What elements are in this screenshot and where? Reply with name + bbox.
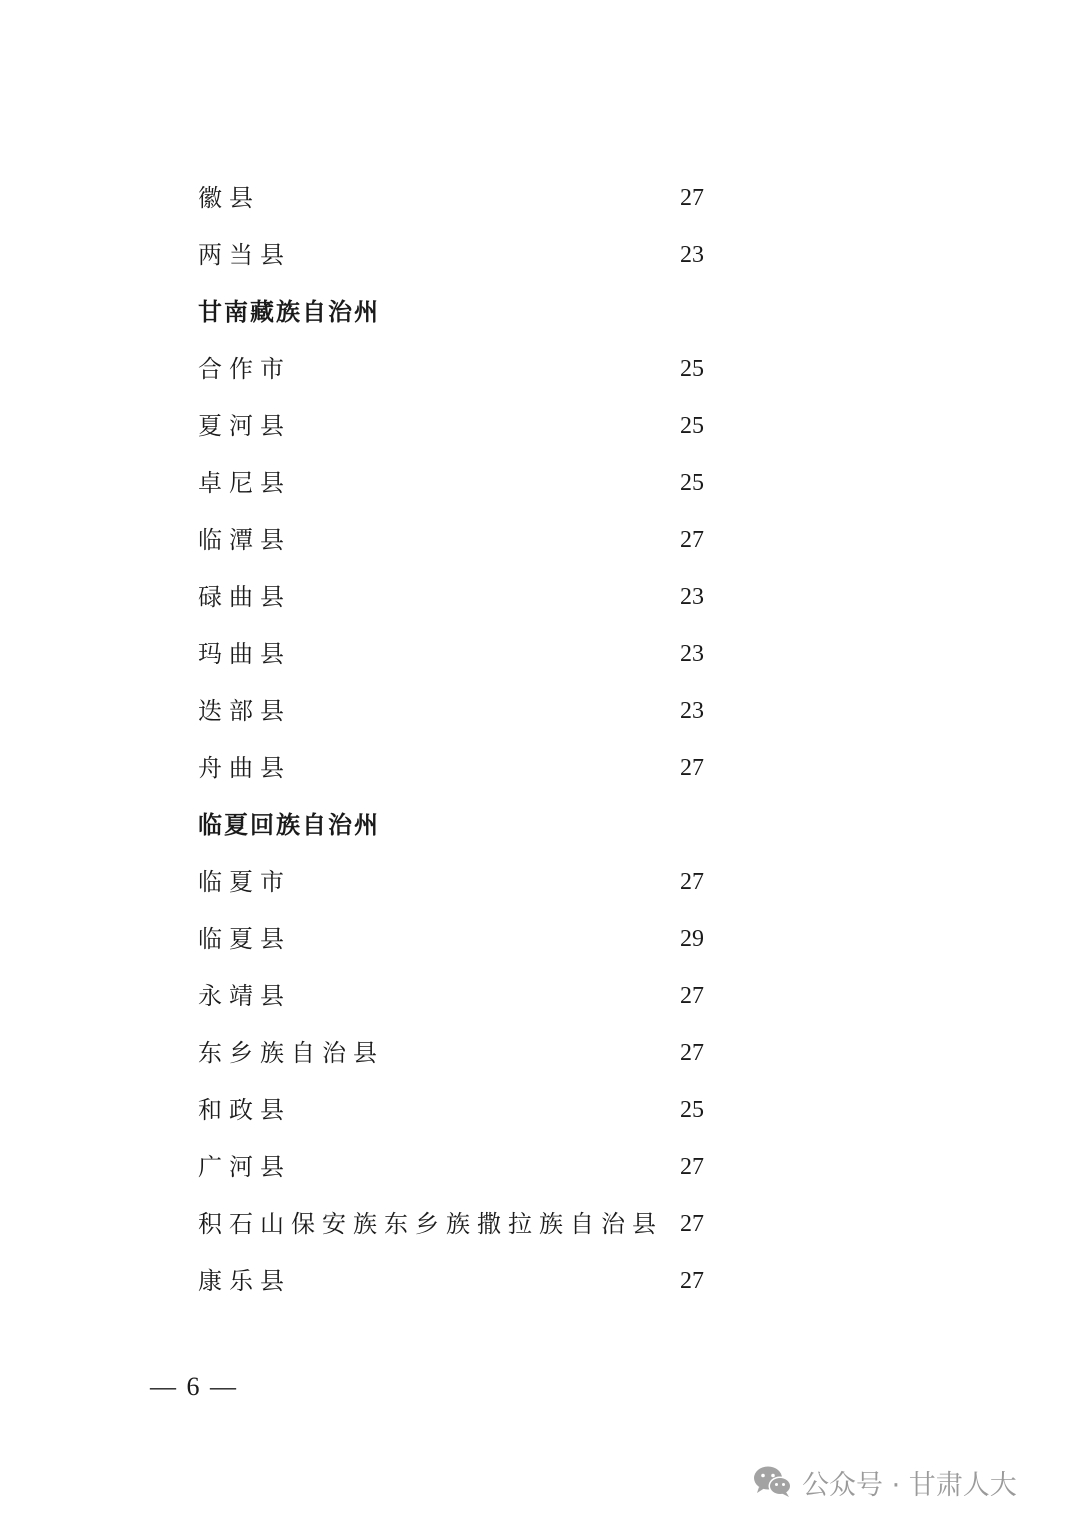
county-value: 23 bbox=[680, 242, 704, 268]
list-row bbox=[198, 227, 758, 284]
region-heading-label: 甘南藏族自治州 bbox=[198, 298, 380, 326]
county-value: 25 bbox=[680, 413, 704, 439]
county-name: 迭部县 bbox=[198, 697, 291, 725]
watermark-text: 公众号 · 甘肃人大 bbox=[802, 1469, 1017, 1501]
list-row bbox=[198, 398, 758, 455]
county-name: 徽县 bbox=[198, 184, 260, 212]
county-name: 和政县 bbox=[198, 1096, 291, 1124]
list-row bbox=[198, 740, 758, 797]
list-row bbox=[198, 341, 758, 398]
county-name: 临夏市 bbox=[198, 868, 291, 896]
county-name: 合作市 bbox=[198, 355, 291, 383]
county-value: 27 bbox=[680, 1211, 704, 1237]
county-value: 25 bbox=[680, 356, 704, 382]
county-name: 舟曲县 bbox=[198, 754, 291, 782]
county-name: 东乡族自治县 bbox=[198, 1039, 384, 1067]
list-row bbox=[198, 1139, 758, 1196]
county-name: 永靖县 bbox=[198, 982, 291, 1010]
county-value: 27 bbox=[680, 185, 704, 211]
county-value: 27 bbox=[680, 983, 704, 1009]
list-row bbox=[198, 1196, 758, 1253]
county-list bbox=[198, 170, 758, 1310]
county-name: 临潭县 bbox=[198, 526, 291, 554]
list-row bbox=[198, 968, 758, 1025]
county-name: 两当县 bbox=[198, 241, 291, 269]
list-row bbox=[198, 569, 758, 626]
list-row bbox=[198, 455, 758, 512]
county-value: 27 bbox=[680, 1268, 704, 1294]
region-heading-label: 临夏回族自治州 bbox=[198, 811, 380, 839]
county-name: 玛曲县 bbox=[198, 640, 291, 668]
county-name: 康乐县 bbox=[198, 1267, 291, 1295]
list-row bbox=[198, 626, 758, 683]
county-value: 27 bbox=[680, 527, 704, 553]
list-row bbox=[198, 170, 758, 227]
county-name: 积石山保安族东乡族撒拉族自治县 bbox=[198, 1210, 663, 1238]
list-row bbox=[198, 512, 758, 569]
county-value: 27 bbox=[680, 869, 704, 895]
county-value: 27 bbox=[680, 755, 704, 781]
list-row bbox=[198, 1082, 758, 1139]
county-name: 广河县 bbox=[198, 1153, 291, 1181]
list-row bbox=[198, 854, 758, 911]
page-number: — 6 — bbox=[150, 1372, 238, 1401]
county-name: 卓尼县 bbox=[198, 469, 291, 497]
county-value: 25 bbox=[680, 470, 704, 496]
region-heading bbox=[198, 797, 758, 854]
list-row bbox=[198, 911, 758, 968]
list-row bbox=[198, 1025, 758, 1082]
county-value: 27 bbox=[680, 1040, 704, 1066]
county-value: 23 bbox=[680, 641, 704, 667]
county-name: 临夏县 bbox=[198, 925, 291, 953]
wechat-icon bbox=[752, 1464, 794, 1500]
list-row bbox=[198, 683, 758, 740]
region-heading bbox=[198, 284, 758, 341]
county-name: 碌曲县 bbox=[198, 583, 291, 611]
county-value: 23 bbox=[680, 584, 704, 610]
county-value: 25 bbox=[680, 1097, 704, 1123]
county-value: 23 bbox=[680, 698, 704, 724]
county-value: 27 bbox=[680, 1154, 704, 1180]
county-name: 夏河县 bbox=[198, 412, 291, 440]
list-row bbox=[198, 1253, 758, 1310]
watermark bbox=[752, 1460, 1017, 1504]
county-value: 29 bbox=[680, 926, 704, 952]
